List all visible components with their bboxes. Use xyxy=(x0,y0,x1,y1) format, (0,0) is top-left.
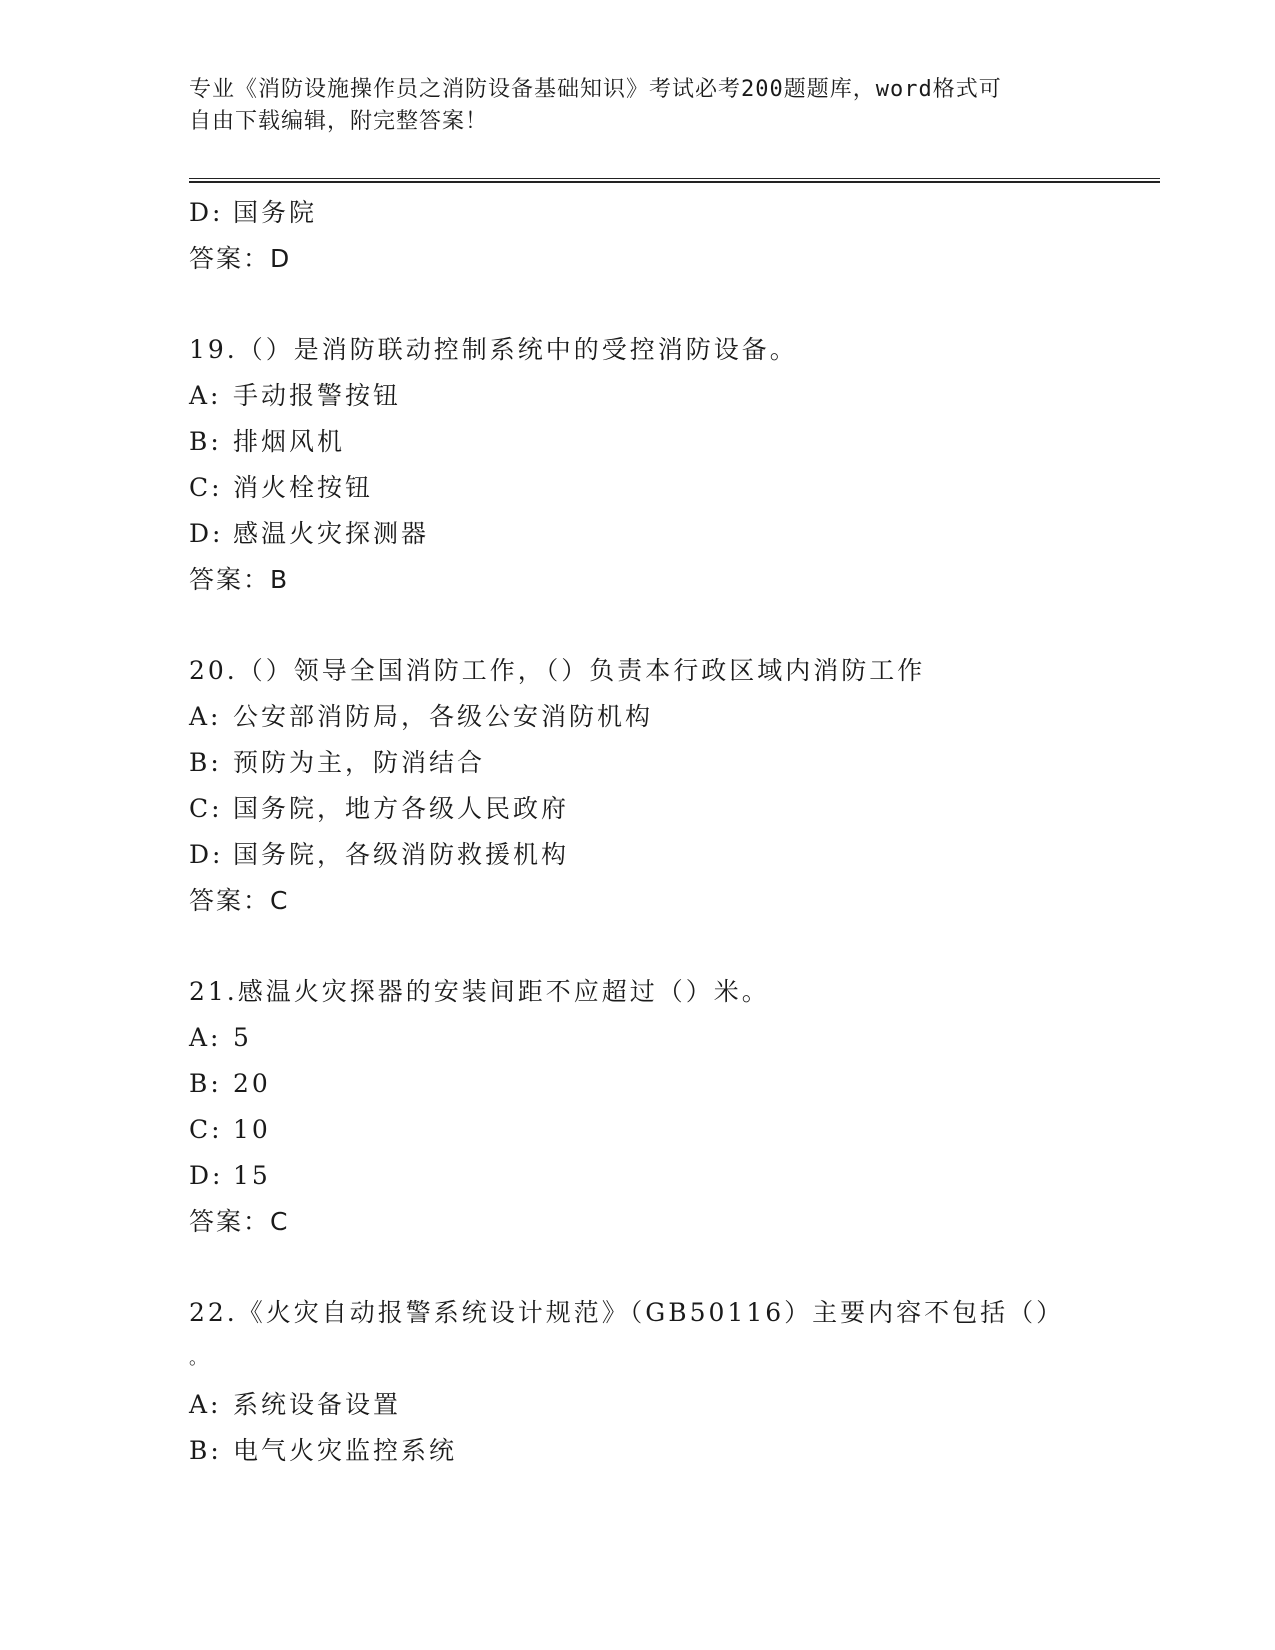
document-body xyxy=(189,190,1149,1474)
question-21-option-a: A: 5 xyxy=(189,1023,252,1052)
header-line-1: 专业《消防设施操作员之消防设备基础知识》考试必考200题题库，word格式可 xyxy=(189,77,1002,102)
question-22-option-a: A: 系统设备设置 xyxy=(189,1390,402,1419)
question-19-option-a: A: 手动报警按钮 xyxy=(189,381,402,410)
question-19-option-d: D: 感温火灾探测器 xyxy=(189,519,430,548)
question-22-option-b: B: 电气火灾监控系统 xyxy=(189,1436,458,1465)
option-d: D: 国务院 xyxy=(189,198,318,227)
question-19-answer: 答案：B xyxy=(189,565,290,594)
answer-line: 答案：D xyxy=(189,244,292,273)
question-20-option-b: B: 预防为主，防消结合 xyxy=(189,748,486,777)
question-21-option-b: B: 20 xyxy=(189,1069,271,1098)
question-21-stem: 21.感温火灾探器的安装间距不应超过（）米。 xyxy=(189,977,770,1006)
question-20-answer: 答案：C xyxy=(189,886,290,915)
question-21-option-c: C: 10 xyxy=(189,1115,271,1144)
question-19-stem: 19.（）是消防联动控制系统中的受控消防设备。 xyxy=(189,335,798,364)
question-21-option-d: D: 15 xyxy=(189,1161,271,1190)
question-19-option-c: C: 消火栓按钮 xyxy=(189,473,374,502)
question-20-option-a: A: 公安部消防局，各级公安消防机构 xyxy=(189,702,654,731)
header-line-2: 自由下载编辑，附完整答案！ xyxy=(189,109,489,134)
question-22-stem: 22.《火灾自动报警系统设计规范》（GB50116）主要内容不包括（） xyxy=(189,1298,1065,1327)
header-divider xyxy=(189,178,1160,183)
question-19-option-b: B: 排烟风机 xyxy=(189,427,346,456)
page-header xyxy=(189,74,1089,138)
question-22-stem-continuation: 。 xyxy=(189,1348,210,1369)
question-20-option-c: C: 国务院，地方各级人民政府 xyxy=(189,794,570,823)
question-20-option-d: D: 国务院，各级消防救援机构 xyxy=(189,840,570,869)
question-20-stem: 20.（）领导全国消防工作，（）负责本行政区域内消防工作 xyxy=(189,656,926,685)
question-21-answer: 答案：C xyxy=(189,1207,290,1236)
